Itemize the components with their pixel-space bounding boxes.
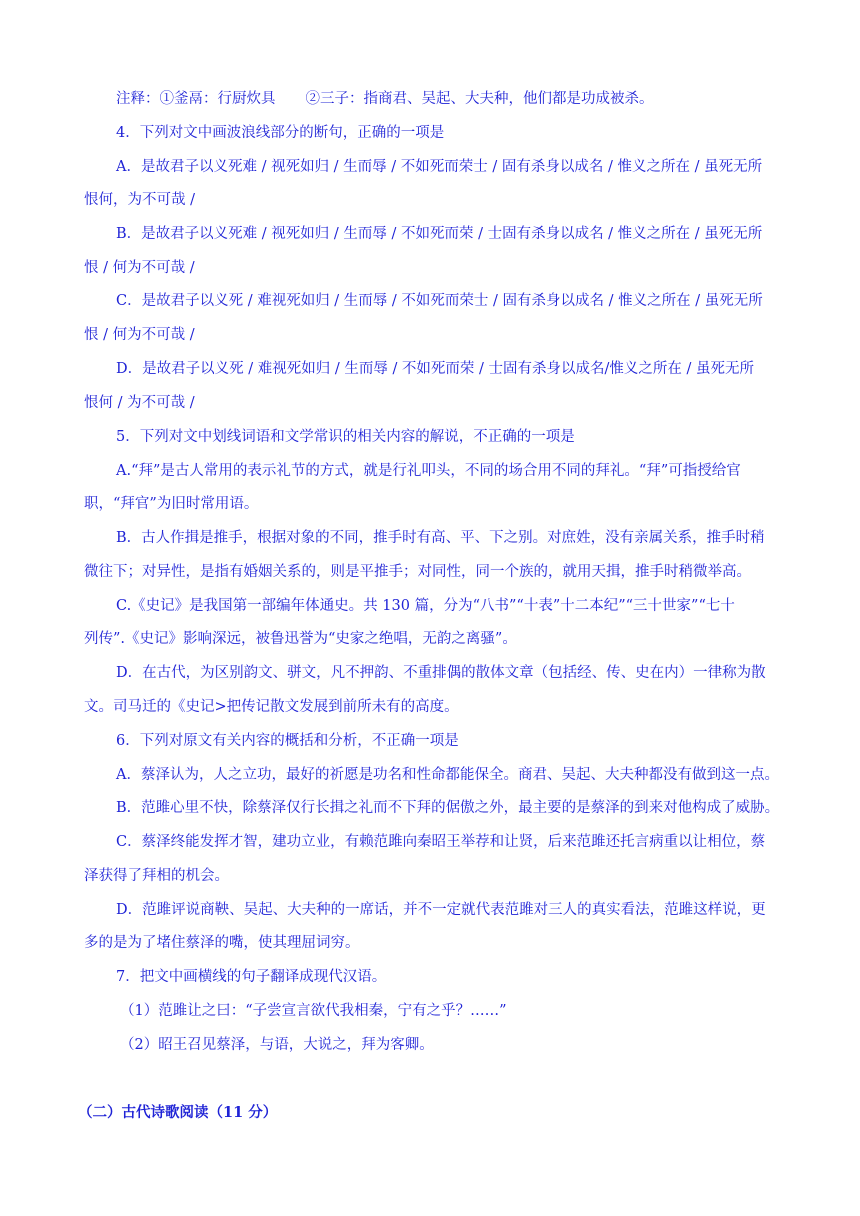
question-6-stem: 6．下列对原文有关内容的概括和分析，不正确一项是: [116, 733, 459, 749]
annotation-1: 注释：①釜鬲：行厨炊具: [116, 91, 276, 107]
q4-option-c-cont: 恨 / 何为不可哉 /: [84, 327, 195, 343]
annotation-line: [116, 89, 654, 109]
q5-option-a: A.“拜”是古人常用的表示礼节的方式，就是行礼叩头，不同的场合用不同的拜礼。“拜”可指授给官: [116, 463, 741, 479]
q5-option-d: D．在古代，为区别韵文、骈文，凡不押韵、不重排偶的散体文章（包括经、传、史在内）一律称为散: [116, 665, 766, 681]
q5-option-c-cont: 列传”.《史记》影响深远，被鲁迅誉为“史家之绝唱，无韵之离骚”。: [84, 631, 517, 647]
q6-option-b: B．范雎心里不快，除蔡泽仅行长揖之礼而不下拜的倨傲之外，最主要的是蔡泽的到来对他构成了威胁。: [116, 800, 780, 816]
section-heading: （二）古代诗歌阅读（11 分）: [78, 1104, 278, 1121]
annotation-2: ②三子：指商君、吴起、大夫种，他们都是功成被杀。: [305, 91, 654, 107]
q6-option-d-cont: 多的是为了堵住蔡泽的嘴，使其理屈词穷。: [84, 935, 360, 951]
q4-option-a: A．是故君子以义死难 / 视死如归 / 生而辱 / 不如死而荣士 / 固有杀身以成名 / 惟义之所在 / 虽死无所: [116, 159, 763, 175]
q4-option-d-cont: 恨何 / 为不可哉 /: [84, 395, 195, 411]
q6-option-c: C．蔡泽终能发挥才智，建功立业，有赖范雎向秦昭王举荐和让贤，后来范雎还托言病重以让相位，蔡: [116, 834, 766, 850]
q4-option-d: D．是故君子以义死 / 难视死如归 / 生而辱 / 不如死而荣 / 士固有杀身以成名/惟义之所在 / 虽死无所: [116, 361, 755, 377]
q4-option-b-cont: 恨 / 何为不可哉 /: [84, 260, 195, 276]
q7-sentence-1: （1）范雎让之曰：“子尝宣言欲代我相秦，宁有之乎？……”: [120, 1003, 507, 1019]
q6-option-d: D．范雎评说商鞅、吴起、大夫种的一席话，并不一定就代表范雎对三人的真实看法，范雎这样说，更: [116, 902, 766, 918]
q4-option-b: B．是故君子以义死难 / 视死如归 / 生而辱 / 不如死而荣 / 士固有杀身以成名 / 惟义之所在 / 虽死无所: [116, 226, 763, 242]
q6-option-c-cont: 泽获得了拜相的机会。: [84, 868, 229, 884]
q4-option-a-cont: 恨何，为不可哉 /: [84, 192, 195, 208]
q5-option-b: B．古人作揖是推手，根据对象的不同，推手时有高、平、下之别。对庶姓，没有亲属关系，推手时稍: [116, 530, 765, 546]
question-5-stem: 5．下列对文中划线词语和文学常识的相关内容的解说，不正确的一项是: [116, 429, 575, 445]
q5-option-c: C.《史记》是我国第一部编年体通史。共 130 篇，分为“八书”“十表”十二本纪”“三十世家”“七十: [116, 598, 735, 614]
question-7-stem: 7．把文中画横线的句子翻译成现代汉语。: [116, 969, 387, 985]
q7-sentence-2: （2）昭王召见蔡泽，与语，大说之，拜为客卿。: [120, 1037, 434, 1053]
q5-option-b-cont: 微往下；对异性，是指有婚姻关系的，则是平推手；对同性，同一个族的，就用天揖，推手时稍微举高。: [84, 564, 751, 580]
q4-option-c: C．是故君子以义死 / 难视死如归 / 生而辱 / 不如死而荣士 / 固有杀身以成名 / 惟义之所在 / 虽死无所: [116, 293, 763, 309]
q6-option-a: A．蔡泽认为，人之立功，最好的祈愿是功名和性命都能保全。商君、吴起、大夫种都没有做到这一点。: [116, 767, 779, 783]
q5-option-d-cont: 文。司马迁的《史记>把传记散文发展到前所未有的高度。: [84, 699, 459, 715]
q5-option-a-cont: 职，“拜官”为旧时常用语。: [84, 496, 259, 512]
question-4-stem: 4．下列对文中画波浪线部分的断句，正确的一项是: [116, 125, 445, 141]
